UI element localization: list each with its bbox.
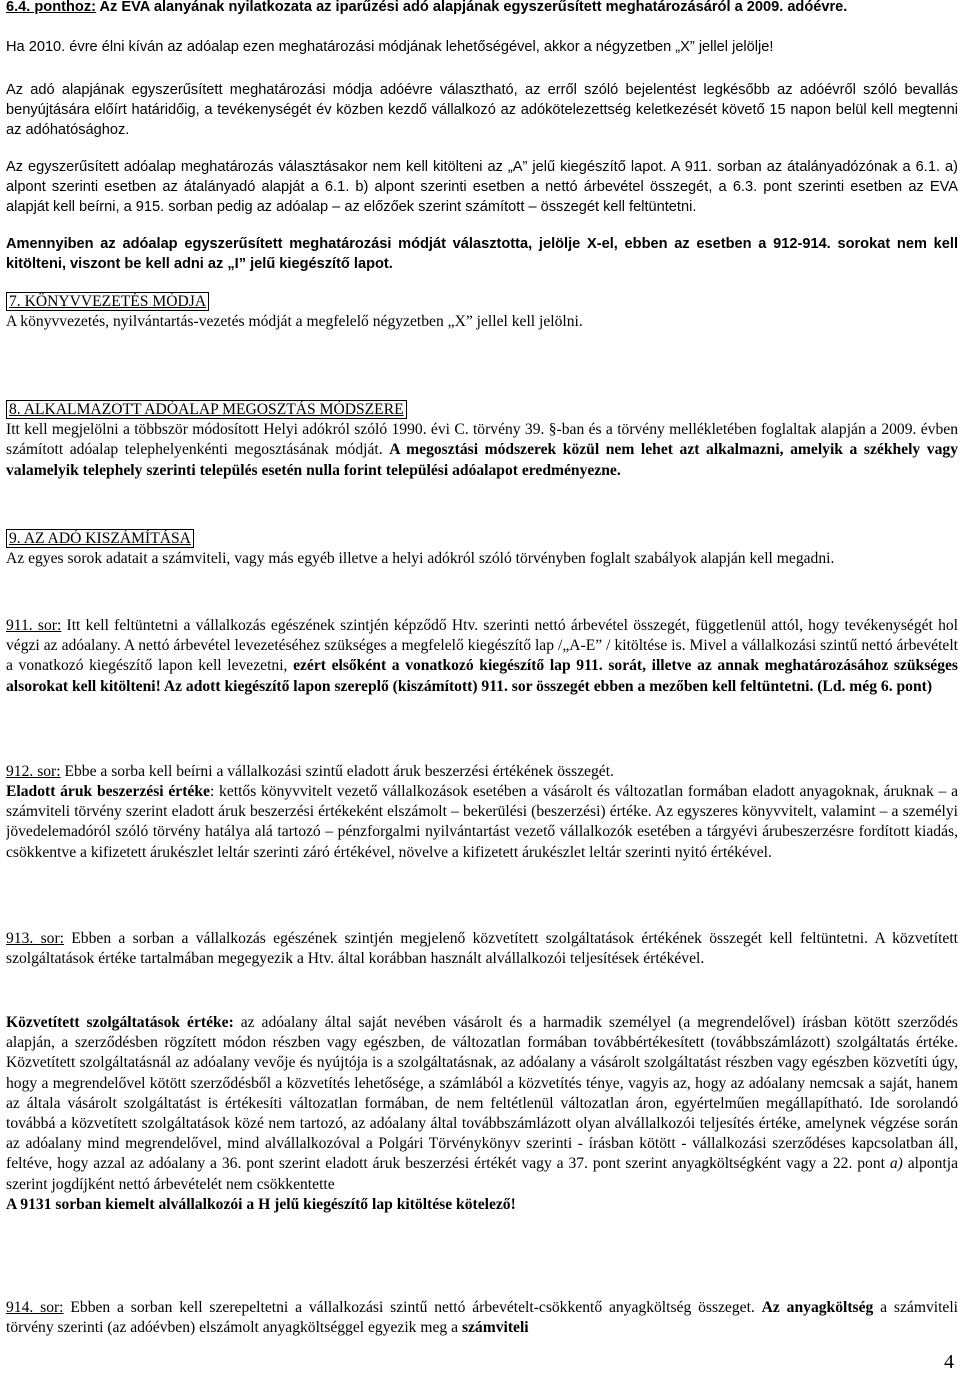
- row-914-text: Ebben a sorban kell szerepeltetni a vállalkozási szintű nettó árbevételt-csökkentő anyagköltség összeget.: [63, 1299, 762, 1316]
- row-912-definition: [6, 782, 958, 906]
- row-913-term: Közvetített szolgáltatások értéke:: [6, 1014, 234, 1031]
- row-913-text: Ebben a sorban a vállalkozás egészének szintjén megjelenő közvetített szolgáltatások értékének összegét kell feltüntetni. A közvetített szolgáltatások értéke tartalmában megegyezik a Htv. által korábban használt alvállalkozói teljesítések értékével.: [6, 930, 958, 968]
- row-912-term: Eladott áruk beszerzési értéke: [6, 783, 210, 800]
- row-911-bold: ezért elsőként a vonatkozó kiegészítő lap 911. sorát, illetve az annak meghatározásához szükséges alsorokat kell kitölteni! Az adott kiegészítő lapon szereplő (kiszámított) 911. sor összegét ebben a mezőben kell feltüntetni. (Ld. még 6. pont): [6, 657, 958, 695]
- row-911-label: 911. sor:: [6, 617, 62, 634]
- row-914-paragraph: [6, 1298, 958, 1342]
- section-9: [6, 529, 958, 593]
- row-913-bold: A 9131 sorban kiemelt alvállalkozói a H jelű kiegészítő lap kitöltése kötelező!: [6, 1195, 516, 1213]
- row-914-bold-2: számviteli: [461, 1319, 529, 1337]
- row-913-def: az adóalany által saját nevében vásárolt és a harmadik személyel (a megrendelővel) írásban kötött szerződés alapján, a szerződésben rögzített módon részben vagy egészben, de változatlan formában továbbértékesített (továbbszámlázott) szolgáltatás értéke. Közvetített szolgáltatásnál az adóalany vevője és nyújtója is a szolgáltatásnak, az adóalany a vásárolt szolgáltatást részben vagy egészben közvetíti úgy, hogy a megrendelővel kötött szerződésből a közvetítés lehetősége, a számlából a közvetítés ténye, vagyis az, hogy az adóalany nemcsak a saját, hanem az általa vásárolt szolgáltatást is értékesíti változatlan formában, de nem feltétlenül változatlan áron, egyértelműen megállapítható. Ide sorolandó továbbá a közvetített szolgáltatások közé nem tartozó, az adóalany által továbbszámlázott olyan alvállalkozói teljesítés értéke, amelynek végzése során az adóalany mind megrendelővel, mind alvállalkozóval a Polgári Törvénykönyv szerinti - írásban kötött - vállalkozási szerződéses kapcsolatban áll, feltéve, hogy azzal az adóalany a 36. pont szerint eladott áruk beszerzési értékét vagy a 37. pont szerint anyagköltségként vagy a 22. pont: [6, 1014, 958, 1173]
- row-912-label: 912. sor:: [6, 763, 61, 780]
- section-6-4-paragraph-3: Amennyiben az adóalap egyszerűsített meghatározási módját választotta, jelölje X-el, ebben az esetben a 912-914. sorokat nem kell kitölteni, viszont be kell adni az „I” jelű kiegészítő lapot.: [6, 236, 958, 273]
- section-9-heading: 9. AZ ADÓ KISZÁMÍTÁSA: [6, 529, 194, 548]
- section-6-4-instruction: Ha 2010. évre élni kíván az adóalap ezen meghatározási módjának lehetőségével, akkor a négyzetben „X” jellel jelölje!: [6, 39, 774, 55]
- section-7-heading: 7. KÖNYVVEZETÉS MÓDJA: [6, 292, 209, 311]
- section-6-4-paragraph-1: Az adó alapjának egyszerűsített meghatározási módja adóévre választható, az erről szóló bejelentést legkésőbb az adóévről szóló bevallás benyújtására előírt határidőig, a tevékenységét év közben kezdő vállalkozó az adókötelezettség keletkezését követő 15 napon belül kell megtenni az adóhatósághoz.: [6, 82, 958, 139]
- section-7: [6, 292, 958, 332]
- row-911-paragraph: [6, 616, 958, 740]
- row-914-bold-1: Az anyagköltség: [761, 1299, 874, 1316]
- row-911-text: Itt kell feltüntetni a vállalkozás egészének szintjén képződő Htv. szerinti nettó árbevétel összegét, függetlenül attól, hogy tevékenységét hol végzi az adóalany. A nettó árbevétel levezetéséhez szükséges a megfelelő kiegészítő lap /„A-E” / kitöltése is. Mivel a vállalkozási szintű nettó árbevételt a vonatkozó kiegészítő lapon kell levezetni,: [6, 617, 958, 675]
- section-8: [6, 400, 958, 504]
- row-914-mid: a számviteli törvény szerinti (az adóévben) elszámolt anyagköltséggel egyezik meg a: [6, 1299, 958, 1337]
- section-6-4-paragraph-2: Az egyszerűsített adóalap meghatározás választásakor nem kell kitölteni az „A” jelű kiegészítő lapot. A 911. sorban az átalányadózónak a 6.1. a) alpont szerinti esetben az átalányadó alapját a 6.1. b) alpont szerinti esetben a nettó árbevétel összegét, a 6.3. pont szerinti esetben az EVA alapját kell beírni, a 915. sorban pedig az adóalap – az előzőek szerint számított – összegét kell feltüntetni.: [6, 159, 958, 216]
- row-913-label: 913. sor:: [6, 930, 64, 947]
- section-7-text: A könyvvezetés, nyilvántartás-vezetés módját a megfelelő négyzetben „X” jellel kell jelölni.: [6, 313, 583, 331]
- section-8-bold: A megosztási módszerek közül nem lehet azt alkalmazni, amelyik a székhely vagy valamelyik telephely szerinti település esetén nulla forint települési adóalapot eredményezne.: [6, 441, 958, 479]
- section-6-4-heading: [6, 0, 958, 17]
- page-number: 4: [944, 1351, 954, 1373]
- row-912-def: : kettős könyvvitelt vezető vállalkozások esetében a vásárolt és változatlan formában eladott anyagoknak, áruknak – a számviteli törvény szerint eladott áruk beszerzési értékeként elszámolt – bekerülési (beszerzési) értéke. Az egyszeres könyvvitelt, valamint – a személyi jövedelemadóról szóló törvény hatálya alá tartozó – pénzforgalmi nyilvántartást vezető vállalkozók esetében a tárgyévi árubeszerzésre fordított kiadás, csökkentve a kifizetett árukészlet leltár szerinti záró értékével, növelve a kifizetett árukészlet leltár szerinti nyitó értékével.: [6, 783, 958, 861]
- row-912-text: Ebbe a sorba kell beírni a vállalkozási szintű eladott áruk beszerzési értékének összegét.: [60, 763, 614, 780]
- row-913-def-end: alpontja szerint jogdíjként nettó árbevételét nem csökkentette: [6, 1155, 958, 1193]
- section-8-heading: 8. ALKALMAZOTT ADÓALAP MEGOSZTÁS MÓDSZERE: [6, 400, 407, 419]
- row-914-label: 914. sor:: [6, 1299, 64, 1316]
- row-913-paragraph: [6, 929, 958, 993]
- section-6-4-label: 6.4. ponthoz:: [6, 0, 96, 15]
- row-913-a-label: a): [889, 1155, 903, 1173]
- section-6-4-title: Az EVA alanyának nyilatkozata az iparűzési adó alapjának egyszerűsített meghatározásáról a 2009. adóévre.: [96, 0, 848, 15]
- row-912-paragraph: [6, 762, 958, 784]
- row-913-definition: [6, 1013, 958, 1258]
- section-9-text: Az egyes sorok adatait a számviteli, vagy más egyéb illetve a helyi adókról szóló törvényben foglalt szabályok alapján kell megadni.: [6, 550, 835, 568]
- section-6-4-line: [6, 37, 958, 57]
- section-8-text: Itt kell megjelölni a többször módosított Helyi adókról szóló 1990. évi C. törvény 39. §-ban és a törvény mellékletében foglaltak alapján a 2009. évben számított adóalap telephelyenkénti megosztásának módját.: [6, 421, 958, 459]
